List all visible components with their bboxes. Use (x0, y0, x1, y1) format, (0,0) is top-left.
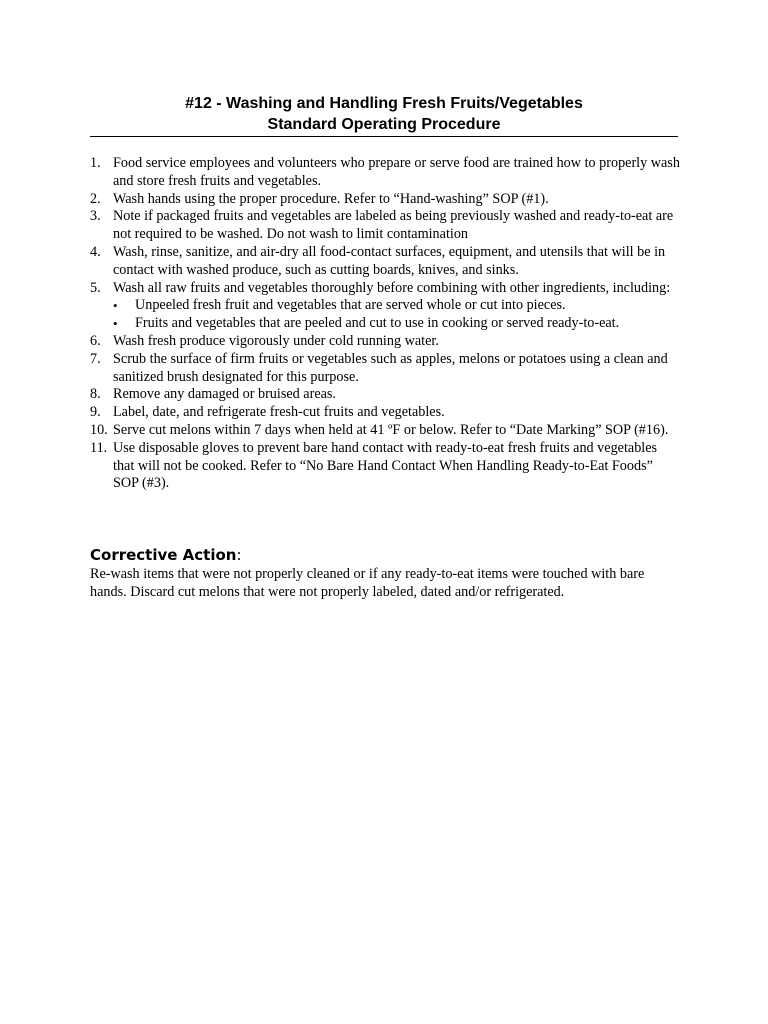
step-number: 10. (90, 421, 108, 438)
step-text: Wash fresh produce vigorously under cold running water. (113, 332, 439, 349)
step-item (90, 404, 680, 422)
sub-list-item (113, 315, 680, 333)
step-item (90, 351, 680, 387)
step-text: Wash hands using the proper procedure. Refer to “Hand-washing” SOP (#1). (113, 190, 549, 207)
step-number: 8. (90, 386, 101, 403)
step-number: 6. (90, 332, 101, 349)
step-text: Remove any damaged or bruised areas. (113, 386, 336, 403)
step-item (90, 208, 680, 244)
step-number: 1. (90, 155, 101, 171)
document-title (90, 93, 678, 137)
step-number: 7. (90, 350, 101, 367)
step-item (90, 440, 680, 493)
step-item (90, 191, 680, 209)
bullet-icon: • (113, 298, 118, 314)
step-text: Label, date, and refrigerate fresh-cut fruits and vegetables. (113, 404, 445, 421)
step-text: Serve cut melons within 7 days when held at 41 ºF or below. Refer to “Date Marking” SOP (#16). (113, 421, 669, 438)
corrective-action-colon: : (236, 546, 242, 564)
step-number: 9. (90, 404, 101, 421)
sub-item-text: Unpeeled fresh fruit and vegetables that are served whole or cut into pieces. (135, 297, 566, 314)
step-item (90, 386, 680, 404)
title-line-1: #12 - Washing and Handling Fresh Fruits/Vegetables (185, 95, 583, 112)
step-number: 2. (90, 190, 101, 207)
step-text: Wash all raw fruits and vegetables thoroughly before combining with other ingredients, including: (113, 279, 671, 296)
corrective-action-heading (90, 545, 242, 565)
step-item (90, 244, 680, 280)
step-item (90, 422, 680, 440)
step-number: 4. (90, 243, 101, 260)
step-text: Scrub the surface of firm fruits or vegetables such as apples, melons or potatoes using a clean and sanitized brush designated for this purpose. (113, 350, 668, 385)
title-line-2: Standard Operating Procedure (267, 116, 501, 133)
sub-list-item (113, 297, 680, 315)
step-item (90, 333, 680, 351)
step-item (90, 280, 680, 333)
step-text: Food service employees and volunteers who prepare or serve food are trained how to properly wash and store fresh fruits and vegetables. (113, 155, 680, 189)
sub-item-text: Fruits and vegetables that are peeled and cut to use in cooking or served ready-to-eat. (135, 315, 620, 332)
step-number: 5. (90, 279, 101, 296)
procedure-steps-list (90, 155, 680, 493)
step-text: Wash, rinse, sanitize, and air-dry all food-contact surfaces, equipment, and utensils that will be in contact with washed produce, such as cutting boards, knives, and sinks. (113, 243, 666, 278)
step-number: 11. (90, 439, 108, 456)
step-item (90, 155, 680, 191)
corrective-action-heading-text: Corrective Action (90, 546, 237, 564)
step-text: Note if packaged fruits and vegetables are labeled as being previously washed and ready-to-eat are not required to be washed. Do not wash to limit contamination (113, 208, 674, 243)
step-number: 3. (90, 208, 101, 225)
step-text: Use disposable gloves to prevent bare hand contact with ready-to-eat fresh fruits and vegetables that will not be cooked. Refer to “No Bare Hand Contact When Handling Ready-to-Eat Foods” SOP (#3). (113, 439, 658, 492)
bullet-icon: • (113, 316, 118, 332)
step-sublist (113, 297, 680, 333)
corrective-action-text: Re-wash items that were not properly cleaned or if any ready-to-eat items were touched with bare hands. Discard cut melons that were not properly labeled, dated and/or refrigerated. (90, 566, 645, 600)
